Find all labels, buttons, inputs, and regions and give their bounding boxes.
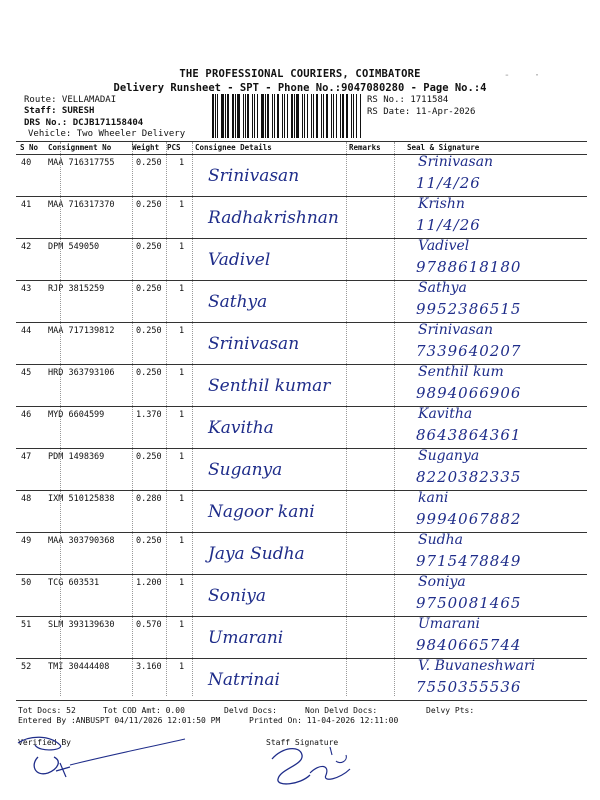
staff-signature-icon (272, 747, 350, 784)
company-title: THE PROFESSIONAL COURIERS, COIMBATORE (179, 68, 421, 80)
barcode-bar (237, 94, 239, 138)
row-weight: 0.250 (136, 368, 162, 378)
column-divider (60, 142, 61, 696)
row-consignee-handwritten: Umarani (208, 628, 284, 648)
barcode-bar (243, 94, 244, 138)
row-sno: 41 (21, 200, 32, 210)
row-consignment: TMI 30444408 (48, 662, 110, 672)
row-signature-handwritten: Kavitha (418, 406, 473, 422)
row-sno: 52 (21, 662, 32, 672)
barcode-bar (340, 94, 341, 138)
runsheet-subtitle: Delivery Runsheet - SPT - Phone No.:9047080280 - Page No.:4 (113, 82, 487, 94)
col-sno: S No (20, 143, 39, 152)
row-pcs: 1 (179, 662, 185, 672)
row-consignment: MAA 303790368 (48, 536, 115, 546)
barcode-bar (321, 94, 322, 138)
table-row (16, 196, 587, 239)
row-signature-handwritten: Vadivel (418, 238, 470, 254)
col-consignee: Consignee Details (195, 143, 272, 152)
barcode-bar (277, 94, 279, 138)
delvy-pts: Delvy Pts: (426, 706, 475, 715)
row-consignment: IXM 510125838 (48, 494, 115, 504)
col-seal: Seal & Signature (407, 143, 480, 152)
row-pcs: 1 (179, 452, 185, 462)
row-weight: 0.250 (136, 242, 162, 252)
barcode-bar (333, 94, 335, 138)
row-sno: 48 (21, 494, 32, 504)
barcode-bar (302, 94, 303, 138)
col-weight: Weight (132, 143, 160, 152)
staff-signature-label: Staff Signature (266, 738, 339, 747)
row-signature-handwritten: Sathya (418, 280, 467, 296)
row-signature-handwritten: Soniya (418, 574, 466, 590)
barcode-bar (261, 94, 263, 138)
row-pcs: 1 (179, 242, 185, 252)
row-weight: 1.370 (136, 410, 162, 420)
row-consignee-handwritten: Jaya Sudha (208, 544, 305, 564)
row-consignment: MAA 716317370 (48, 200, 115, 210)
row-weight: 0.250 (136, 200, 162, 210)
row-pcs: 1 (179, 200, 185, 210)
row-signature-handwritten: Suganya (418, 448, 480, 464)
table-row (16, 238, 587, 281)
row-phone-handwritten: 9952386515 (416, 300, 522, 318)
row-consignment: MAA 716317755 (48, 158, 115, 168)
barcode-bar (313, 94, 315, 138)
row-consignee-handwritten: Suganya (208, 460, 283, 480)
barcode-bar (294, 94, 295, 138)
barcode-bar (267, 94, 269, 138)
barcode-bar (232, 94, 234, 138)
row-pcs: 1 (179, 578, 185, 588)
row-weight: 0.250 (136, 536, 162, 546)
table-top-rule (16, 141, 587, 142)
row-weight: 0.250 (136, 284, 162, 294)
row-consignment: RJP 3815259 (48, 284, 105, 294)
barcode-bar (336, 94, 337, 138)
row-consignment: PDM 1498369 (48, 452, 105, 462)
row-phone-handwritten: 8643864361 (416, 426, 522, 444)
row-phone-handwritten: 11/4/26 (416, 216, 481, 234)
column-divider (132, 142, 133, 696)
verified-by-label: Verified By (18, 738, 71, 747)
row-weight: 0.250 (136, 326, 162, 336)
barcode-bar (346, 94, 348, 138)
row-consignee-handwritten: Vadivel (208, 250, 271, 270)
row-pcs: 1 (179, 368, 185, 378)
barcode-bar (217, 94, 218, 138)
table-row (16, 574, 587, 617)
row-sno: 51 (21, 620, 32, 630)
barcode-bar (291, 94, 293, 138)
barcode (212, 94, 362, 138)
col-remarks: Remarks (349, 143, 381, 152)
row-consignee-handwritten: Srinivasan (208, 334, 300, 354)
row-pcs: 1 (179, 494, 185, 504)
barcode-bar (311, 94, 312, 138)
barcode-bar (326, 94, 328, 138)
barcode-bar (247, 94, 249, 138)
row-weight: 0.280 (136, 494, 162, 504)
row-phone-handwritten: 9788618180 (416, 258, 522, 276)
row-pcs: 1 (179, 326, 185, 336)
barcode-bar (225, 94, 226, 138)
barcode-bar (257, 94, 259, 138)
row-consignee-handwritten: Natrinai (208, 670, 280, 690)
row-consignee-handwritten: Sathya (208, 292, 268, 312)
row-consignment: MYD 6604599 (48, 410, 105, 420)
row-sno: 44 (21, 326, 32, 336)
row-signature-handwritten: V. Buvaneshwari (418, 658, 536, 674)
barcode-bar (304, 94, 306, 138)
col-consignment: Consignment No (48, 143, 112, 152)
row-phone-handwritten: 9715478849 (416, 552, 522, 570)
row-sno: 49 (21, 536, 32, 546)
table-row (16, 658, 587, 701)
row-signature-handwritten: Senthil kum (418, 364, 504, 380)
row-phone-handwritten: 9894066906 (416, 384, 522, 402)
barcode-bar (316, 94, 318, 138)
table-row (16, 448, 587, 491)
rs-date-label: RS Date: 11-Apr-2026 (367, 107, 476, 117)
table-row (16, 490, 587, 533)
row-sno: 43 (21, 284, 32, 294)
row-pcs: 1 (179, 536, 185, 546)
row-phone-handwritten: 9840665744 (416, 636, 522, 654)
barcode-bar (351, 94, 352, 138)
barcode-bar (252, 94, 253, 138)
row-phone-handwritten: 11/4/26 (416, 174, 481, 192)
route-label: Route: VELLAMADAI (24, 95, 117, 105)
row-sno: 40 (21, 158, 32, 168)
row-consignee-handwritten: Kavitha (208, 418, 274, 438)
row-phone-handwritten: 8220382335 (416, 468, 522, 486)
row-signature-handwritten: Umarani (418, 616, 480, 632)
table-row (16, 616, 587, 659)
non-delvd-docs: Non Delvd Docs: (305, 706, 378, 715)
row-pcs: 1 (179, 410, 185, 420)
barcode-bar (274, 94, 275, 138)
tot-cod: Tot COD Amt: 0.00 (103, 706, 185, 715)
row-sno: 46 (21, 410, 32, 420)
row-pcs: 1 (179, 620, 185, 630)
barcode-bar (307, 94, 308, 138)
barcode-bar (265, 94, 266, 138)
table-row (16, 364, 587, 407)
row-signature-handwritten: Srinivasan (418, 154, 494, 170)
drs-label: DRS No.: DCJB171158404 (24, 118, 144, 128)
tot-docs: Tot Docs: 52 (18, 706, 76, 715)
barcode-bar (331, 94, 332, 138)
row-consignment: MAA 717139812 (48, 326, 115, 336)
vehicle-label: Vehicle: Two Wheeler Delivery (28, 129, 186, 139)
barcode-bar (212, 94, 214, 138)
row-sno: 47 (21, 452, 32, 462)
barcode-bar (284, 94, 285, 138)
rs-no-label: RS No.: 1711584 (367, 95, 449, 105)
column-divider (192, 142, 193, 696)
table-row (16, 406, 587, 449)
row-weight: 0.250 (136, 452, 162, 462)
signature-marks (10, 735, 570, 795)
row-phone-handwritten: 7339640207 (416, 342, 522, 360)
barcode-bar (221, 94, 223, 138)
row-weight: 0.570 (136, 620, 162, 630)
column-divider (346, 142, 347, 696)
barcode-bar (227, 94, 229, 138)
corner-mark: - · (503, 70, 540, 81)
row-phone-handwritten: 7550355536 (416, 678, 522, 696)
row-sno: 45 (21, 368, 32, 378)
column-divider (166, 142, 167, 696)
row-consignee-handwritten: Radhakrishnan (208, 208, 339, 228)
row-consignee-handwritten: Nagoor kani (208, 502, 315, 522)
row-weight: 3.160 (136, 662, 162, 672)
row-pcs: 1 (179, 284, 185, 294)
barcode-bar (342, 94, 344, 138)
barcode-bar (323, 94, 324, 138)
row-consignee-handwritten: Srinivasan (208, 166, 300, 186)
row-pcs: 1 (179, 158, 185, 168)
table-row (16, 322, 587, 365)
row-consignment: DPM 549050 (48, 242, 100, 252)
barcode-bar (356, 94, 358, 138)
table-row (16, 280, 587, 323)
table-row (16, 154, 587, 197)
barcode-bar (353, 94, 354, 138)
row-sno: 42 (21, 242, 32, 252)
row-signature-handwritten: Sudha (418, 532, 463, 548)
row-signature-handwritten: Srinivasan (418, 322, 494, 338)
barcode-bar (296, 94, 298, 138)
verifier-signature-icon (18, 737, 185, 777)
barcode-bar (235, 94, 236, 138)
table-row (16, 532, 587, 575)
row-consignment: SLM 393139630 (48, 620, 115, 630)
row-consignment: HRD 363793106 (48, 368, 115, 378)
barcode-bar (254, 94, 255, 138)
row-weight: 1.200 (136, 578, 162, 588)
row-phone-handwritten: 9994067882 (416, 510, 522, 528)
row-consignee-handwritten: Senthil kumar (208, 376, 331, 396)
col-pcs: PCS (167, 143, 181, 152)
barcode-bar (360, 94, 361, 138)
row-signature-handwritten: Krishn (418, 196, 465, 212)
barcode-bar (282, 94, 284, 138)
barcode-bar (215, 94, 216, 138)
column-divider (394, 142, 395, 696)
row-phone-handwritten: 9750081465 (416, 594, 522, 612)
delvd-docs: Delvd Docs: (224, 706, 277, 715)
barcode-bar (245, 94, 246, 138)
row-signature-handwritten: kani (418, 490, 449, 506)
row-sno: 50 (21, 578, 32, 588)
printed-on: Printed On: 11-04-2026 12:11:00 (249, 716, 399, 725)
entered-by: Entered By :ANBUSPT 04/11/2026 12:01:50 PM (18, 716, 221, 725)
row-weight: 0.250 (136, 158, 162, 168)
row-consignment: TCG 603531 (48, 578, 100, 588)
row-consignee-handwritten: Soniya (208, 586, 267, 606)
barcode-bar (287, 94, 288, 138)
staff-label: Staff: SURESH (24, 106, 95, 116)
barcode-bar (272, 94, 273, 138)
